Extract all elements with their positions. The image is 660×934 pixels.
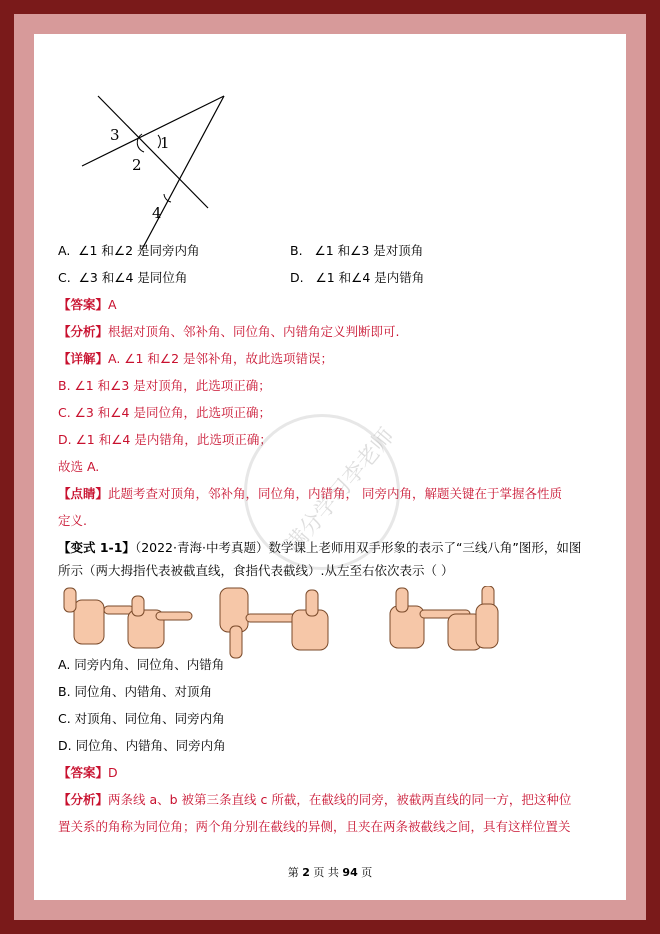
answer-2: 【答案】D	[58, 765, 118, 780]
q2-option-a: A. 同旁内角、同位角、内错角	[58, 657, 225, 672]
detail-1: 【详解】A. ∠1 和∠2 是邻补角，故此选项错误；	[58, 351, 334, 366]
detail-line-c: C. ∠3 和∠4 是同位角，此选项正确；	[58, 405, 271, 420]
comment-1: 【点睛】此题考查对顶角，邻补角，同位角，内错角， 同旁内角，解题关键在于掌握各性质	[58, 486, 562, 501]
detail-line-d: D. ∠1 和∠4 是内错角，此选项正确；	[58, 432, 272, 447]
label-4: 4	[152, 204, 162, 222]
option-b: B. ∠1 和∠3 是对顶角	[290, 243, 424, 258]
comment-1-cont: 定义.	[58, 513, 87, 528]
angle-figure	[74, 90, 234, 250]
q2-option-b: B. 同位角、内错角、对顶角	[58, 684, 213, 699]
question-2-stem-cont: 所示（两大拇指代表被截直线，食指代表截线）.从左至右依次表示（ ）	[58, 563, 454, 578]
page-footer: 第 2 页 共 94 页	[287, 866, 373, 879]
option-a: A. ∠1 和∠2 是同旁内角	[58, 243, 200, 258]
hand-gestures-figure	[60, 586, 600, 666]
option-d: D. ∠1 和∠4 是内错角	[290, 270, 425, 285]
q2-option-c: C. 对顶角、同位角、同旁内角	[58, 711, 225, 726]
hand-gesture-1	[64, 588, 192, 648]
answer-1: 【答案】A	[58, 297, 117, 312]
analysis-1: 【分析】根据对顶角、邻补角、同位角、内错角定义判断即可.	[58, 324, 400, 339]
analysis-2-cont: 置关系的角称为同位角；两个角分别在截线的异侧，且夹在两条被截线之间，具有这样位置关	[58, 819, 571, 834]
option-c: C. ∠3 和∠4 是同位角	[58, 270, 188, 285]
hand-gesture-2	[220, 588, 328, 658]
detail-conclusion: 故选 A.	[58, 459, 100, 474]
label-3: 3	[110, 126, 120, 144]
hand-gesture-3	[390, 586, 498, 650]
q2-option-d: D. 同位角、内错角、同旁内角	[58, 738, 226, 753]
document-page	[34, 34, 626, 900]
question-2-stem: 【变式 1-1】（2022·青海·中考真题）数学课上老师用双手形象的表示了“三线八角”图形，如图	[58, 540, 582, 555]
analysis-2: 【分析】两条线 a、b 被第三条直线 c 所截，在截线的同旁，被截两直线的同一方，把这种位	[58, 792, 572, 807]
watermark-text: 满分学习李老师	[281, 423, 400, 558]
line-b	[82, 96, 224, 166]
line-a	[98, 96, 208, 208]
label-2: 2	[132, 156, 142, 174]
detail-line-b: B. ∠1 和∠3 是对顶角，此选项正确；	[58, 378, 271, 393]
label-1: 1	[160, 134, 170, 152]
